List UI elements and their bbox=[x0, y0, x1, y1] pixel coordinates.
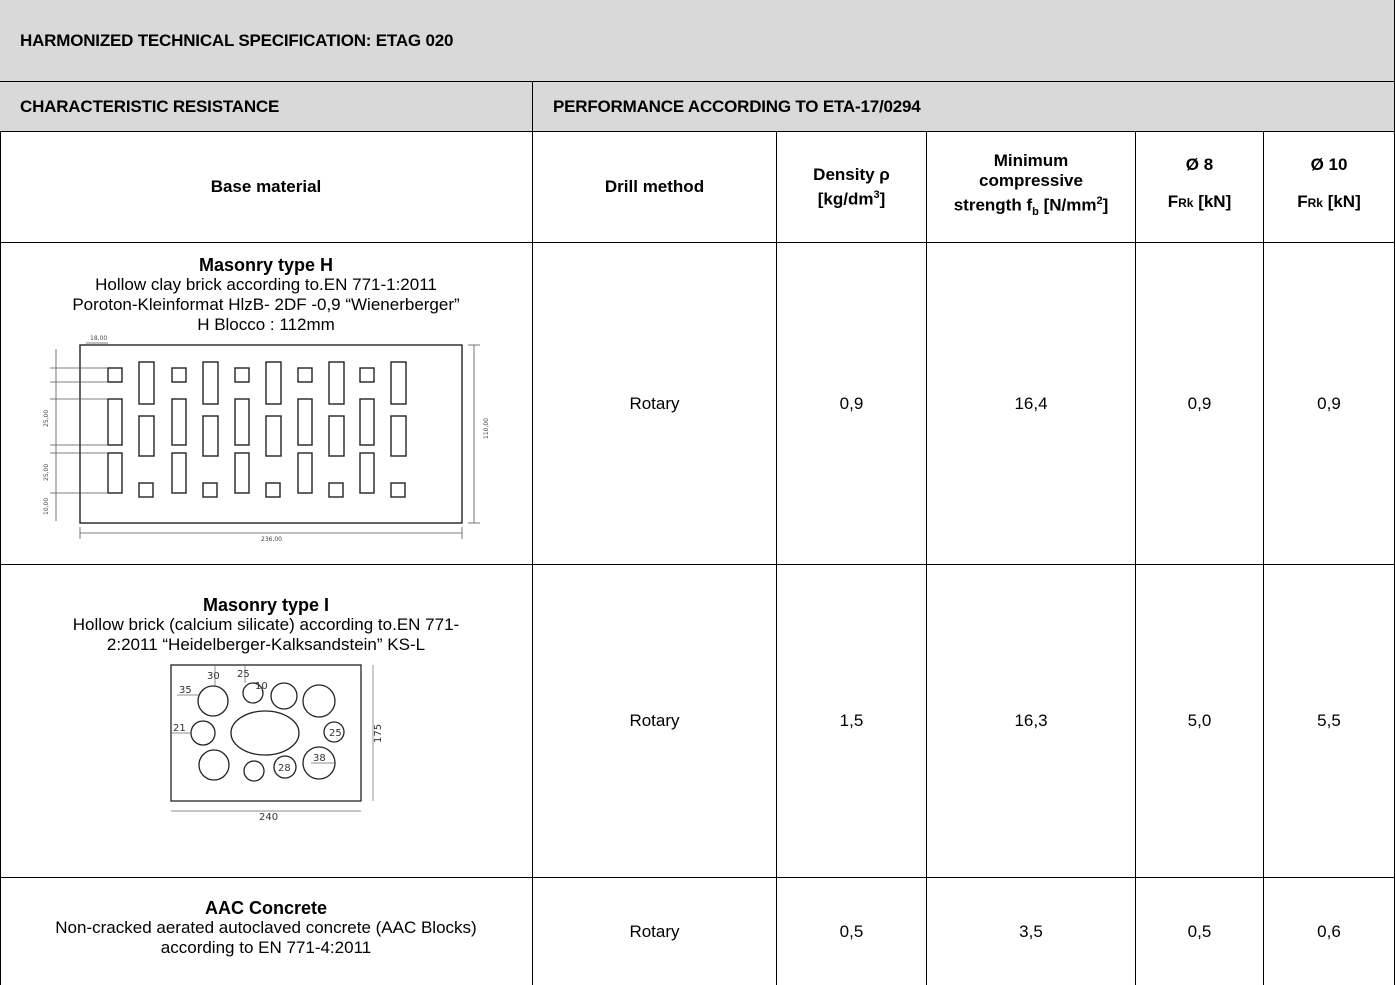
material-type-i bbox=[0, 565, 533, 878]
col-density-line2 bbox=[818, 185, 886, 210]
cell-value: 16,3 bbox=[1014, 711, 1048, 730]
row-i-drill bbox=[533, 565, 777, 878]
calcium-silicate-brick-drawing bbox=[151, 661, 384, 823]
col-d10-text: Ø 10 bbox=[1310, 154, 1348, 174]
col-base-material-text: Base material bbox=[210, 177, 322, 196]
material-title: AAC Concrete bbox=[204, 898, 328, 918]
performance-label-text: PERFORMANCE ACCORDING TO ETA-17/0294 bbox=[553, 96, 921, 116]
row-i-density bbox=[777, 565, 927, 878]
spec-title bbox=[0, 0, 1395, 82]
dim-label: 175 bbox=[373, 723, 384, 743]
cell-value: 0,5 bbox=[839, 921, 864, 941]
density-unit: [kg/dm bbox=[817, 189, 874, 209]
dim-label: 30 bbox=[207, 671, 220, 682]
col-strength bbox=[927, 132, 1136, 243]
strength-label: strength f bbox=[953, 196, 1033, 216]
col-d8-text: Ø 8 bbox=[1185, 154, 1214, 174]
row-i-d8 bbox=[1136, 565, 1264, 878]
dim-label: 10 bbox=[255, 681, 268, 692]
cell-value: 16,4 bbox=[1014, 393, 1048, 413]
cell-value: 3,5 bbox=[1019, 921, 1043, 941]
density-end: ] bbox=[879, 189, 886, 209]
col-d10-frk bbox=[1297, 192, 1361, 213]
dim-label: 25 bbox=[329, 728, 342, 739]
col-strength-line1: Minimum bbox=[993, 151, 1069, 171]
cell-value: Rotary bbox=[629, 711, 680, 730]
cell-value: Rotary bbox=[629, 921, 680, 941]
dim-label: 21 bbox=[173, 723, 186, 734]
characteristic-label bbox=[0, 82, 533, 132]
material-title: Masonry type I bbox=[202, 595, 330, 615]
material-desc: Hollow brick (calcium silicate) according to.EN 771- bbox=[72, 615, 460, 634]
dim-label: 240 bbox=[259, 812, 279, 823]
performance-label bbox=[533, 82, 1395, 132]
dim-label: 38 bbox=[313, 753, 326, 764]
row-aac-d8 bbox=[1136, 878, 1264, 985]
strength-unit: [N/mm bbox=[1038, 196, 1097, 216]
col-drill-method-text: Drill method bbox=[604, 177, 705, 196]
dim-label: 236,00 bbox=[261, 536, 282, 543]
material-aac-concrete bbox=[0, 878, 533, 985]
col-drill-method bbox=[533, 132, 777, 243]
row-i-d10 bbox=[1264, 565, 1395, 878]
col-d8 bbox=[1136, 132, 1264, 243]
col-strength-line3 bbox=[954, 191, 1109, 222]
row-aac-density bbox=[777, 878, 927, 985]
col-d10 bbox=[1264, 132, 1395, 243]
row-i-strength bbox=[927, 565, 1136, 878]
material-desc: H Blocco : 112mm bbox=[197, 315, 335, 334]
spec-title-text: HARMONIZED TECHNICAL SPECIFICATION: ETAG 020 bbox=[20, 30, 454, 50]
row-aac-d10 bbox=[1264, 878, 1395, 985]
cell-value: 5,0 bbox=[1187, 711, 1212, 730]
dim-label: 110,00 bbox=[483, 418, 490, 439]
cell-value: 0,9 bbox=[1187, 393, 1212, 413]
frk-unit: [kN] bbox=[1193, 192, 1232, 212]
row-h-d8 bbox=[1136, 243, 1264, 565]
material-desc: Non-cracked aerated autoclaved concrete (AAC Blocks) bbox=[55, 918, 477, 937]
row-h-density bbox=[777, 243, 927, 565]
col-strength-line2: compressive bbox=[979, 171, 1083, 191]
dim-label: 28 bbox=[278, 763, 291, 774]
cell-value: Rotary bbox=[629, 393, 680, 413]
frk-f: F bbox=[1167, 192, 1179, 212]
material-desc: Hollow clay brick according to.EN 771-1:2011 bbox=[95, 275, 437, 294]
material-desc: 2:2011 “Heidelberger-Kalksandstein” KS-L bbox=[106, 635, 426, 654]
col-base-material bbox=[0, 132, 533, 243]
strength-sub: b bbox=[1032, 206, 1039, 219]
density-sup: 3 bbox=[873, 188, 880, 201]
dim-label: 25,00 bbox=[43, 409, 50, 427]
dim-label: 10,00 bbox=[43, 497, 50, 515]
frk-unit: [kN] bbox=[1322, 192, 1361, 212]
row-aac-strength bbox=[927, 878, 1136, 985]
dim-label: 18,00 bbox=[90, 335, 108, 342]
strength-sup: 2 bbox=[1096, 195, 1103, 208]
material-desc: Poroton-Kleinformat HlzB- 2DF -0,9 “Wienerberger” bbox=[72, 295, 460, 314]
frk-f: F bbox=[1297, 192, 1308, 212]
frk-sub: Rk bbox=[1178, 196, 1194, 211]
material-type-h bbox=[0, 243, 533, 565]
dim-label: 25,00 bbox=[43, 463, 50, 481]
material-title: Masonry type H bbox=[198, 255, 334, 275]
row-h-d10 bbox=[1264, 243, 1395, 565]
dim-label: 35 bbox=[179, 685, 192, 696]
cell-value: 0,9 bbox=[839, 393, 864, 413]
col-density-line1: Density ρ bbox=[813, 164, 890, 184]
cell-value: 0,6 bbox=[1317, 921, 1341, 941]
col-density bbox=[777, 132, 927, 243]
cell-value: 0,9 bbox=[1317, 393, 1341, 413]
cell-value: 1,5 bbox=[839, 711, 864, 730]
row-h-drill bbox=[533, 243, 777, 565]
cell-value: 5,5 bbox=[1317, 711, 1341, 730]
strength-end: ] bbox=[1102, 196, 1109, 216]
cell-value: 0,5 bbox=[1187, 921, 1212, 941]
material-desc: according to EN 771-4:2011 bbox=[160, 938, 372, 957]
hollow-clay-brick-drawing bbox=[36, 335, 496, 543]
dim-label: 25 bbox=[237, 669, 250, 680]
characteristic-label-text: CHARACTERISTIC RESISTANCE bbox=[20, 96, 280, 116]
row-aac-drill bbox=[533, 878, 777, 985]
frk-sub: Rk bbox=[1307, 196, 1323, 211]
row-h-strength bbox=[927, 243, 1136, 565]
col-d8-frk bbox=[1168, 192, 1232, 213]
